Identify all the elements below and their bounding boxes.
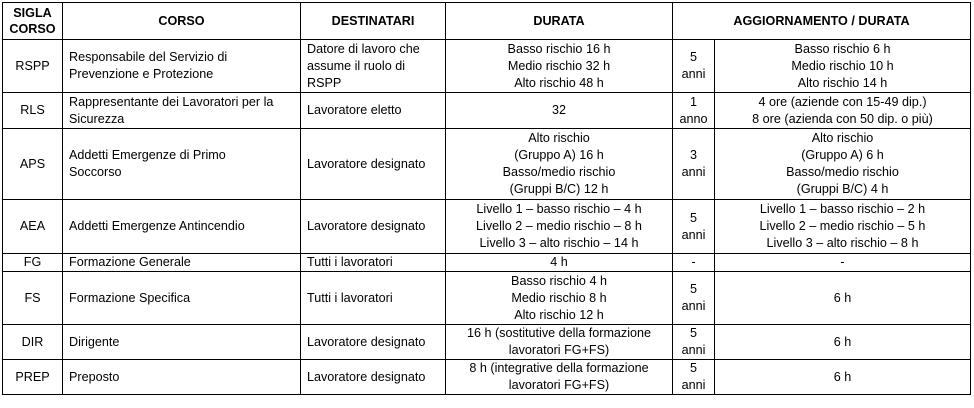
cell-sigla: RSPP	[3, 40, 63, 93]
cell-periodo: -	[673, 254, 715, 272]
cell-corso: Preposto	[63, 360, 301, 395]
cell-aggiornamento: 6 h	[715, 360, 971, 395]
table-row	[3, 40, 971, 93]
cell-durata: Basso rischio 4 h Medio rischio 8 h Alto rischio 12 h	[446, 272, 673, 325]
cell-periodo: 3 anni	[673, 129, 715, 200]
cell-destinatari: Lavoratore designato	[301, 200, 446, 254]
cell-durata: Alto rischio (Gruppo A) 16 h Basso/medio rischio (Gruppi B/C) 12 h	[446, 129, 673, 200]
table-row	[3, 200, 971, 254]
cell-destinatari: Lavoratore designato	[301, 129, 446, 200]
table-row	[3, 254, 971, 272]
cell-corso: Responsabile del Servizio di Prevenzione e Protezione	[63, 40, 301, 93]
cell-aggiornamento: 4 ore (aziende con 15-49 dip.) 8 ore (azienda con 50 dip. o più)	[715, 93, 971, 129]
cell-periodo: 5 anni	[673, 272, 715, 325]
cell-aggiornamento: Livello 1 – basso rischio – 2 h Livello 2 – medio rischio – 5 h Livello 3 – alto rischio – 8 h	[715, 200, 971, 254]
cell-aggiornamento: -	[715, 254, 971, 272]
cell-sigla: APS	[3, 129, 63, 200]
cell-sigla: FG	[3, 254, 63, 272]
header-aggiornamento: AGGIORNAMENTO / DURATA	[673, 3, 971, 40]
cell-durata: 32	[446, 93, 673, 129]
cell-corso: Formazione Specifica	[63, 272, 301, 325]
header-durata: DURATA	[446, 3, 673, 40]
cell-destinatari: Lavoratore designato	[301, 360, 446, 395]
courses-table	[2, 2, 971, 395]
table-row	[3, 129, 971, 200]
cell-corso: Rappresentante dei Lavoratori per la Sicurezza	[63, 93, 301, 129]
cell-aggiornamento: 6 h	[715, 272, 971, 325]
cell-sigla: RLS	[3, 93, 63, 129]
cell-periodo: 1 anno	[673, 93, 715, 129]
cell-aggiornamento: Basso rischio 6 h Medio rischio 10 h Alto rischio 14 h	[715, 40, 971, 93]
table-row	[3, 272, 971, 325]
table-row	[3, 325, 971, 360]
cell-periodo: 5 anni	[673, 360, 715, 395]
cell-durata: Basso rischio 16 h Medio rischio 32 h Alto rischio 48 h	[446, 40, 673, 93]
cell-sigla: PREP	[3, 360, 63, 395]
cell-destinatari: Lavoratore designato	[301, 325, 446, 360]
cell-periodo: 5 anni	[673, 40, 715, 93]
cell-destinatari: Lavoratore eletto	[301, 93, 446, 129]
cell-periodo: 5 anni	[673, 200, 715, 254]
cell-sigla: DIR	[3, 325, 63, 360]
cell-durata: 4 h	[446, 254, 673, 272]
header-sigla: SIGLA CORSO	[3, 3, 63, 40]
cell-aggiornamento: 6 h	[715, 325, 971, 360]
header-destinatari: DESTINATARI	[301, 3, 446, 40]
courses-table-wrapper	[2, 2, 971, 395]
table-row	[3, 360, 971, 395]
cell-destinatari: Datore di lavoro che assume il ruolo di RSPP	[301, 40, 446, 93]
table-header-row	[3, 3, 971, 40]
cell-durata: 16 h (sostitutive della formazione lavoratori FG+FS)	[446, 325, 673, 360]
cell-durata: Livello 1 – basso rischio – 4 h Livello 2 – medio rischio – 8 h Livello 3 – alto rischio – 14 h	[446, 200, 673, 254]
cell-aggiornamento: Alto rischio (Gruppo A) 6 h Basso/medio rischio (Gruppi B/C) 4 h	[715, 129, 971, 200]
table-body	[3, 40, 971, 395]
table-row	[3, 93, 971, 129]
cell-corso: Dirigente	[63, 325, 301, 360]
cell-destinatari: Tutti i lavoratori	[301, 254, 446, 272]
cell-sigla: FS	[3, 272, 63, 325]
cell-corso: Addetti Emergenze Antincendio	[63, 200, 301, 254]
header-corso: CORSO	[63, 3, 301, 40]
cell-periodo: 5 anni	[673, 325, 715, 360]
cell-destinatari: Tutti i lavoratori	[301, 272, 446, 325]
cell-corso: Addetti Emergenze di Primo Soccorso	[63, 129, 301, 200]
cell-sigla: AEA	[3, 200, 63, 254]
cell-durata: 8 h (integrative della formazione lavoratori FG+FS)	[446, 360, 673, 395]
cell-corso: Formazione Generale	[63, 254, 301, 272]
